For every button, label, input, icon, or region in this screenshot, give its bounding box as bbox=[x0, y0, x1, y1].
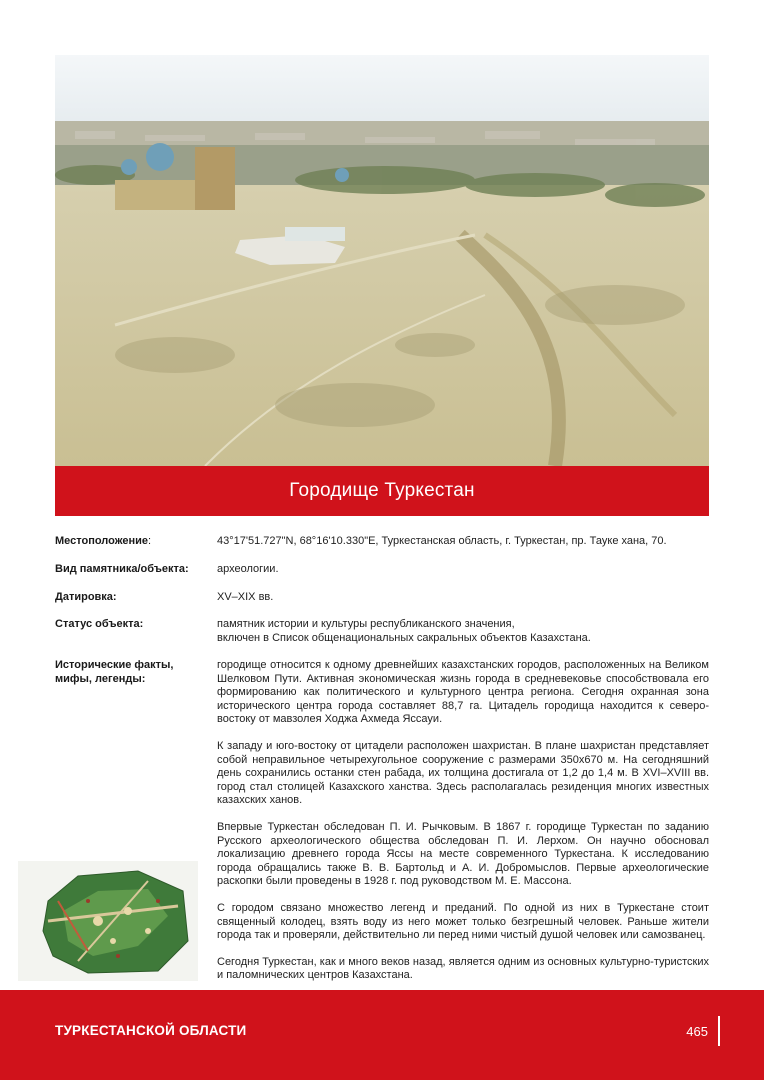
status-value bbox=[217, 618, 709, 645]
page-title: Городище Туркестан bbox=[289, 480, 475, 501]
title-banner bbox=[55, 466, 709, 516]
type-label: Вид памятника/объекта: bbox=[55, 563, 189, 575]
page-number: 465 bbox=[686, 1024, 708, 1039]
history-text bbox=[217, 659, 709, 996]
location-label-text: Местоположение bbox=[55, 535, 149, 547]
dating-value: XV–XIX вв. bbox=[217, 591, 274, 603]
site-plan-map bbox=[18, 861, 198, 981]
status-label: Статус объекта: bbox=[55, 618, 144, 630]
type-value: археологии. bbox=[217, 563, 279, 575]
status-value-line: включен в Список общенациональных сакральных объектов Казахстана. bbox=[217, 631, 591, 644]
history-paragraph: Впервые Туркестан обследован П. И. Рычковым. В 1867 г. городище Туркестан по заданию Русского археологического общества обследован П. И. Лерхом. Он научно обосновал локализацию древнего города Яссы на месте современного Туркестана. К исследованию города обращались также В. В. Бартольд и А. И. Добромыслов. Первые археологические раскопки были проведены в 1928 г. под руководством М. Е. Массона. bbox=[217, 820, 709, 888]
history-paragraph: С городом связано множество легенд и преданий. По одной из них в Туркестане стоит священный колодец, взять воду из него может только безгрешный человек. Раньше жители города так и проверяли, действительно ли перед ними чистый душой человек или самозванец. bbox=[217, 901, 709, 942]
history-paragraph: К западу и юго-востоку от цитадели расположен шахристан. В плане шахристан представляет собой неправильное четырехугольное сооружение с размерами 350х670 м. На сегодняшний день сохранились останки стен рабада, их толщина достигала от 1,2 до 1,4 м. В XVI–XVIII вв. город стал столицей Казахского ханства. Здесь располагалась резиденция многих известных казахских ханов. bbox=[217, 739, 709, 807]
history-label: Исторические факты, мифы, легенды: bbox=[55, 659, 174, 685]
footer-divider bbox=[718, 1016, 720, 1046]
location-value: 43°17'51.727"N, 68°16'10.330"E, Туркестанская область, г. Туркестан, пр. Тауке хана, 70. bbox=[217, 535, 667, 547]
location-label-colon: : bbox=[148, 535, 152, 547]
location-label bbox=[55, 535, 205, 549]
aerial-photo bbox=[55, 55, 709, 466]
dating-label: Датировка: bbox=[55, 591, 117, 603]
history-paragraph: Сегодня Туркестан, как и много веков назад, является одним из основных культурно-туристских и паломнических центров Казахстана. bbox=[217, 955, 709, 982]
footer-region: ТУРКЕСТАНСКОЙ ОБЛАСТИ bbox=[55, 1023, 247, 1038]
footer-band bbox=[0, 990, 764, 1080]
history-paragraph: городище относится к одному древнейших казахстанских городов, расположенных на Великом Шелковом Пути. Активная экономическая жизнь города в средневековье способствовала его формированию как политического и культурного центра региона. Сегодня охранная зона исторического центра города составляет 88,7 га. Цитадель городища находится к северо-востоку от мавзолея Ходжа Ахмеда Яссауи. bbox=[217, 659, 709, 726]
status-value-line: памятник истории и культуры республиканского значения, bbox=[217, 618, 515, 630]
